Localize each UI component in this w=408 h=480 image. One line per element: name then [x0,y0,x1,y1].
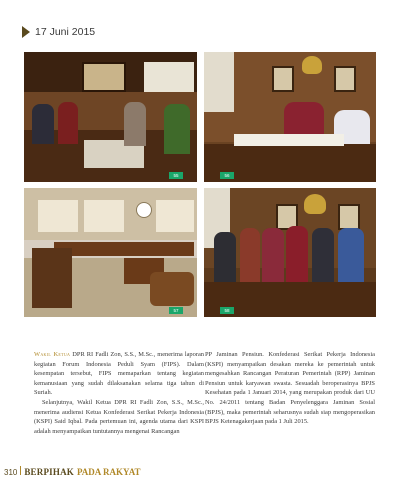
photo-number-tag: 56 [220,172,234,179]
lead-text: Wakil Ketua [34,351,71,358]
triangle-marker-icon [22,26,30,38]
article-paragraph [34,350,204,398]
date-text: 17 Juni 2015 [35,26,96,38]
photo-group-standing [204,188,376,317]
article-column-left [34,350,204,436]
footer-divider [20,466,21,475]
publication-title-part1: BERPIHAK [24,467,74,477]
article-column-right [205,350,375,427]
date-header [22,26,95,38]
photo-conference-hall [24,188,197,317]
page-footer [4,466,141,477]
article-paragraph: PP Jaminan Pensiun. Konfederasi Serikat Pekerja Indonesia (KSPI) menyampaikan desakan mereka ke pemerintah untuk mengesahkan Rancangan Peraturan Pemerintah (RPP) Jaminan Pensiun untuk karyawan swasta. Sesuadah beroperasinya BPJS Kesehatan pada 1 Januari 2014, yang merupakan produk dari UU No. 24/2011 tentang Badan Penyelenggara Jaminan Sosial (BPJS), maka pemerintah seharusnya sudah siap mengoperasikan BPJS Ketenagakerjaan pada 1 Juli 2015. [205,351,375,426]
article-paragraph [34,398,204,436]
photo-desk-meeting [204,52,376,182]
photo-number-tag: 55 [169,172,183,179]
photo-number-tag: 58 [220,307,234,314]
photo-number-tag: 57 [169,307,183,314]
page-number: 310 [4,468,18,477]
paragraph-text: DPR RI Fadli Zon, S.S., M.Sc., menerima laporan kegiatan Forum Indonesia Peduli Syam (FIPS). Dalam kesempatan tersebut, FIPS memaparkan tentang kegiatan kemanusiaan yang sudah dilaksanakan selama tiga tahun di Suriah. [34,351,204,397]
publication-title-part2: PADA RAKYAT [76,467,141,477]
photo-meeting-fips [24,52,197,182]
paragraph-text: Selanjutnya, Wakil Ketua DPR RI Fadli Zon, S.S., M.Sc., menerima audiensi Ketua Konfederasi Serikat Pekerja Indonesia (KSPI) Said Iqbal. Pada pertemuan ini, agenda utama dari KSPI adalah menyampaikan tuntutannya mengenai Rancangan [34,398,204,435]
